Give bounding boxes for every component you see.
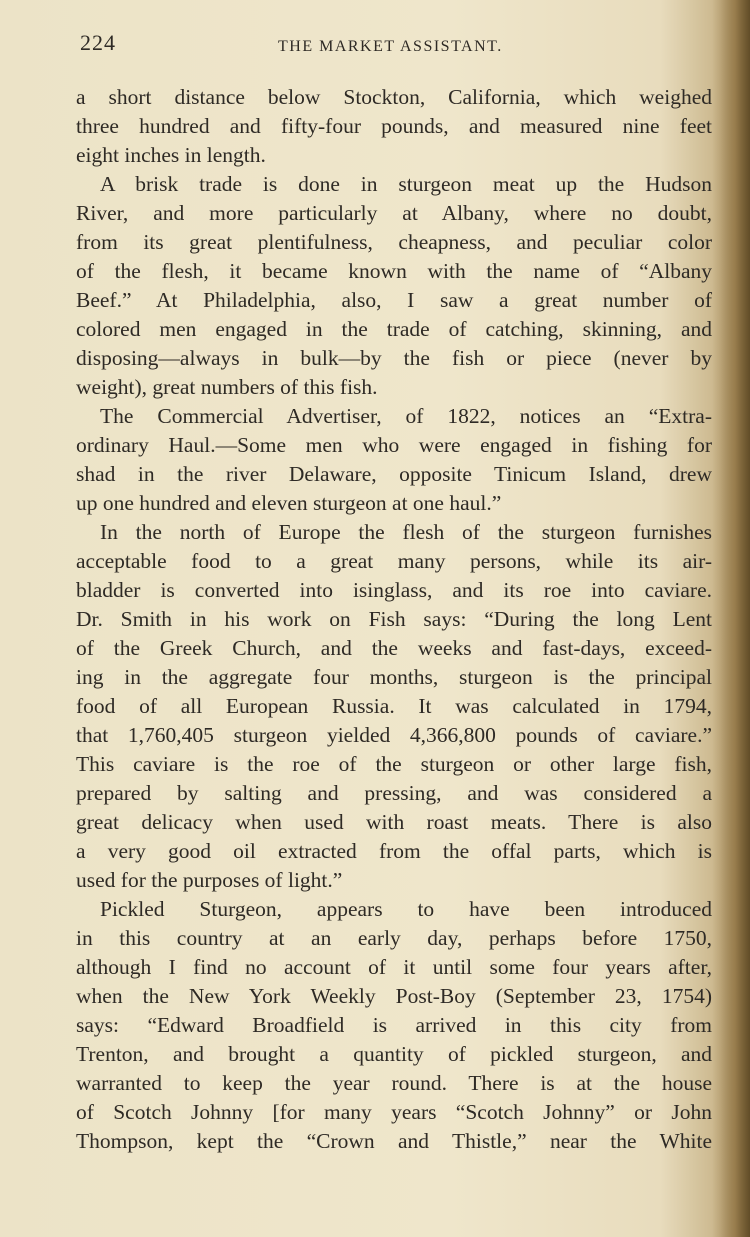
text-line: River, and more particularly at Albany, where no doubt, <box>76 201 712 225</box>
text-line: colored men engaged in the trade of catching, skinning, and <box>76 317 712 341</box>
text-line: bladder is converted into isinglass, and its roe into caviare. <box>76 578 712 602</box>
text-line: used for the purposes of light.” <box>76 868 343 892</box>
text-line: This caviare is the roe of the sturgeon or other large fish, <box>76 752 712 776</box>
text-line: Beef.” At Philadelphia, also, I saw a great number of <box>76 288 712 312</box>
text-line: in this country at an early day, perhaps before 1750, <box>76 926 712 950</box>
text-line: Dr. Smith in his work on Fish says: “During the long Lent <box>76 607 712 631</box>
text-line: warranted to keep the year round. There is at the house <box>76 1071 712 1095</box>
text-line: A brisk trade is done in sturgeon meat up the Hudson <box>100 172 712 196</box>
text-line: In the north of Europe the flesh of the sturgeon furnishes <box>100 520 712 544</box>
text-line: says: “Edward Broadfield is arrived in this city from <box>76 1013 712 1037</box>
section-heading-line: Pickled Sturgeon, appears to have been introduced <box>100 897 712 921</box>
text-line: a very good oil extracted from the offal parts, which is <box>76 839 712 863</box>
page-gutter-shadow <box>712 0 750 1237</box>
running-title: THE MARKET ASSISTANT. <box>278 38 503 55</box>
text-line: weight), great numbers of this fish. <box>76 375 378 399</box>
text-line: that 1,760,405 sturgeon yielded 4,366,800 pounds of caviare.” <box>76 723 712 747</box>
text-line: shad in the river Delaware, opposite Tinicum Island, drew <box>76 462 712 486</box>
text-line: three hundred and fifty-four pounds, and measured nine feet <box>76 114 712 138</box>
text-line: ing in the aggregate four months, sturgeon is the principal <box>76 665 712 689</box>
text-line: acceptable food to a great many persons, while its air- <box>76 549 712 573</box>
text-line: although I find no account of it until some four years after, <box>76 955 712 979</box>
text-line: Thompson, kept the “Crown and Thistle,” near the White <box>76 1129 712 1153</box>
text-line: when the New York Weekly Post-Boy (September 23, 1754) <box>76 984 712 1008</box>
text-line: prepared by salting and pressing, and was considered a <box>76 781 712 805</box>
text-line: disposing—always in bulk—by the fish or piece (never by <box>76 346 712 370</box>
text-line: food of all European Russia. It was calculated in 1794, <box>76 694 712 718</box>
text-line: of Scotch Johnny [for many years “Scotch Johnny” or John <box>76 1100 712 1124</box>
text-line: eight inches in length. <box>76 143 266 167</box>
text-line: of the flesh, it became known with the name of “Albany <box>76 259 712 283</box>
page-number: 224 <box>80 30 116 55</box>
text-line: The Commercial Advertiser, of 1822, notices an “Extra- <box>100 404 712 428</box>
text-line: of the Greek Church, and the weeks and fast-days, exceed- <box>76 636 712 660</box>
text-line: up one hundred and eleven sturgeon at one haul.” <box>76 491 502 515</box>
text-line: from its great plentifulness, cheapness, and peculiar color <box>76 230 712 254</box>
text-line: Trenton, and brought a quantity of pickled sturgeon, and <box>76 1042 712 1066</box>
text-line: great delicacy when used with roast meats. There is also <box>76 810 712 834</box>
text-line: ordinary Haul.—Some men who were engaged in fishing for <box>76 433 712 457</box>
body-text <box>76 83 712 1156</box>
text-line: a short distance below Stockton, California, which weighed <box>76 85 712 109</box>
